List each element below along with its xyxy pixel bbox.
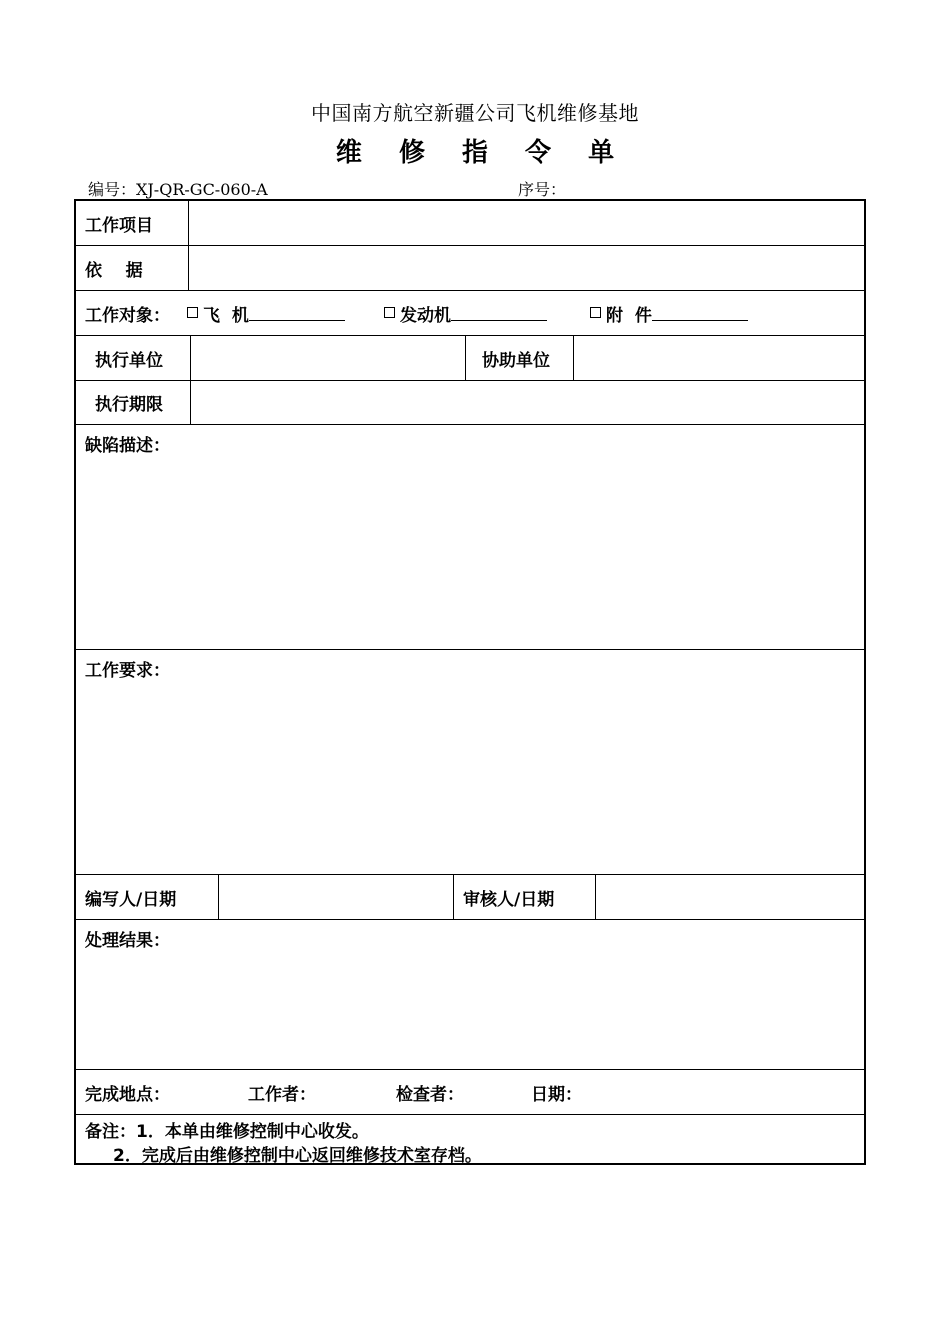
- reviewer-date-label: 审核人/日期: [463, 889, 555, 910]
- exec-deadline-label: 执行期限: [95, 395, 163, 415]
- work-requirements-label: 工作要求：: [85, 661, 170, 681]
- basis-row: [76, 246, 864, 291]
- date-label: 日期：: [531, 1084, 582, 1105]
- signoff-row: [76, 875, 864, 920]
- result-label: 处理结果：: [85, 931, 170, 951]
- basis-label: 依 据: [85, 260, 143, 281]
- sequence-number: 序号：: [518, 180, 567, 199]
- deadline-row: [76, 381, 864, 425]
- option-engine-blank[interactable]: [451, 306, 547, 321]
- reviewer-date-field[interactable]: [596, 875, 864, 919]
- work-item-row: [76, 201, 864, 246]
- writer-date-label: 编写人/日期: [85, 889, 177, 910]
- result-area[interactable]: [76, 920, 864, 1070]
- inspector-label: 检查者：: [396, 1084, 464, 1105]
- note-line-2: 2．完成后由维修控制中心返回维修技术室存档。: [113, 1146, 482, 1166]
- assist-unit-label: 协助单位: [482, 350, 550, 371]
- worker-label: 工作者：: [248, 1084, 316, 1105]
- option-component[interactable]: [590, 291, 748, 335]
- option-component-label: 附 件: [606, 305, 652, 326]
- checkbox-icon[interactable]: [384, 307, 395, 318]
- exec-deadline-field[interactable]: [191, 381, 864, 424]
- basis-field[interactable]: [189, 246, 864, 290]
- organization-name: 中国南方航空新疆公司飞机维修基地: [311, 101, 639, 125]
- writer-date-field[interactable]: [219, 875, 452, 919]
- defect-description-area[interactable]: [76, 425, 864, 650]
- checkbox-icon[interactable]: [187, 307, 198, 318]
- form-title: 维 修 指 令 单: [335, 138, 629, 168]
- exec-unit-field[interactable]: [191, 336, 464, 380]
- assist-unit-field[interactable]: [574, 336, 864, 380]
- option-aircraft-label: 飞 机: [203, 305, 249, 326]
- unit-row: [76, 336, 864, 381]
- option-aircraft[interactable]: [187, 291, 345, 335]
- note-line-1: 备注：1．本单由维修控制中心收发。: [85, 1122, 369, 1142]
- work-object-row: [76, 291, 864, 336]
- location-label: 完成地点：: [85, 1084, 170, 1105]
- completion-row: [76, 1070, 864, 1115]
- exec-unit-label: 执行单位: [95, 350, 163, 371]
- work-item-field[interactable]: [189, 201, 864, 245]
- notes-section: [76, 1115, 864, 1166]
- option-engine[interactable]: [384, 291, 547, 335]
- option-engine-label: 发动机: [400, 305, 451, 326]
- checkbox-icon[interactable]: [590, 307, 601, 318]
- work-object-label: 工作对象：: [85, 305, 170, 326]
- work-item-label: 工作项目: [85, 215, 153, 236]
- option-component-blank[interactable]: [652, 306, 748, 321]
- document-code: 编号：XJ-QR-GC-060-A: [88, 180, 268, 199]
- work-requirements-area[interactable]: [76, 650, 864, 875]
- option-aircraft-blank[interactable]: [249, 306, 345, 321]
- maintenance-order-form: [74, 199, 866, 1165]
- defect-description-label: 缺陷描述：: [85, 436, 170, 456]
